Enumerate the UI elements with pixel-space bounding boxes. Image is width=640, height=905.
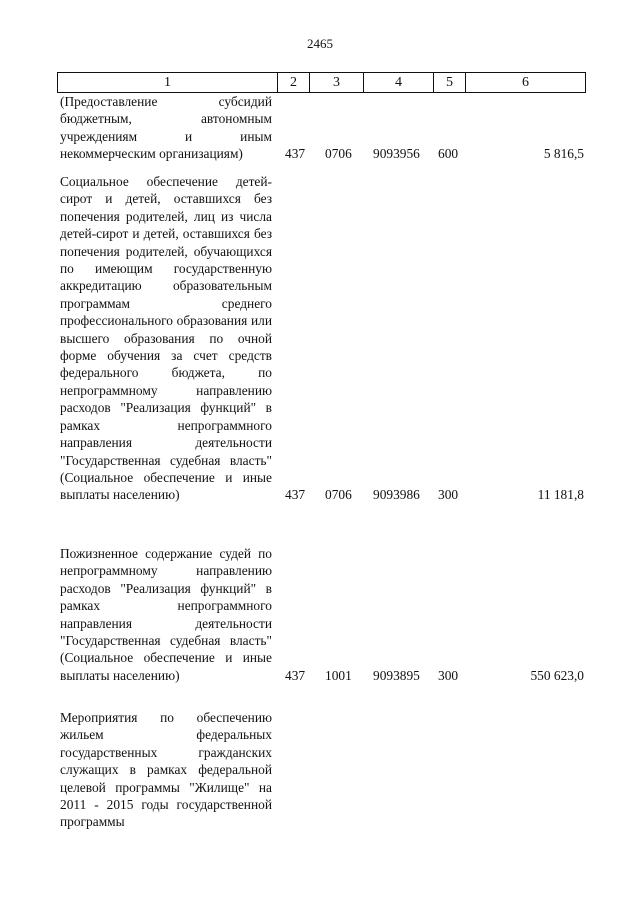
header-col-1: 1 xyxy=(164,75,171,90)
row-target-code: 9093895 xyxy=(373,667,420,683)
row-expense-kind: 600 xyxy=(438,146,459,162)
row-amount: 11 181,8 xyxy=(537,487,584,503)
row-section-code: 0706 xyxy=(325,487,352,503)
table-row xyxy=(60,709,584,831)
row-expense-kind: 300 xyxy=(438,667,459,683)
row-ministry-code: 437 xyxy=(285,487,306,503)
header-col-3: 3 xyxy=(309,73,363,92)
row-section-code: 0706 xyxy=(325,146,352,162)
row-description: (Предоставление субсидий бюджетным, автономным учреждениям и иным некоммерческим организациям) xyxy=(60,94,272,162)
table-row xyxy=(60,545,584,684)
row-target-code: 9093986 xyxy=(373,487,420,503)
row-amount: 5 816,5 xyxy=(543,146,584,162)
row-description: Мероприятия по обеспечению жильем федеральных государственных гражданских служащих в рамках федеральной целевой программы "Жилище" на 2011 - 2015 годы государственной программы xyxy=(60,710,272,830)
row-target-code: 9093956 xyxy=(373,146,420,162)
row-ministry-code: 437 xyxy=(285,146,306,162)
table-row xyxy=(60,173,584,504)
header-col-2: 2 xyxy=(277,73,309,92)
row-ministry-code: 437 xyxy=(285,667,306,683)
row-description: Пожизненное содержание судей по непрограммному направлению расходов "Реализация функций" в рамках непрограммного направления деятельности "Государственная судебная власть" (Социальное обеспечение и иные выплаты населению) xyxy=(60,546,272,683)
header-col-4: 4 xyxy=(363,73,433,92)
row-section-code: 1001 xyxy=(325,667,352,683)
row-amount: 550 623,0 xyxy=(530,667,584,683)
table-row xyxy=(60,93,584,163)
table-header xyxy=(57,72,586,93)
row-description: Социальное обеспечение детей-сирот и детей, оставшихся без попечения родителей, лиц из числа детей-сирот и детей, оставшихся без попечения родителей, обучающихся по имеющим государственную аккредитацию образовательным программам среднего профессионального образования или высшего образования по очной форме обучения за счет средств федерального бюджета, по непрограммному направлению расходов "Реализация функций" в рамках непрограммного направления деятельности "Государственная судебная власть" (Социальное обеспечение и иные выплаты населению) xyxy=(60,174,272,503)
page-number: 2465 xyxy=(307,36,333,51)
header-col-5: 5 xyxy=(433,73,465,92)
row-expense-kind: 300 xyxy=(438,487,459,503)
header-col-6: 6 xyxy=(465,73,585,92)
